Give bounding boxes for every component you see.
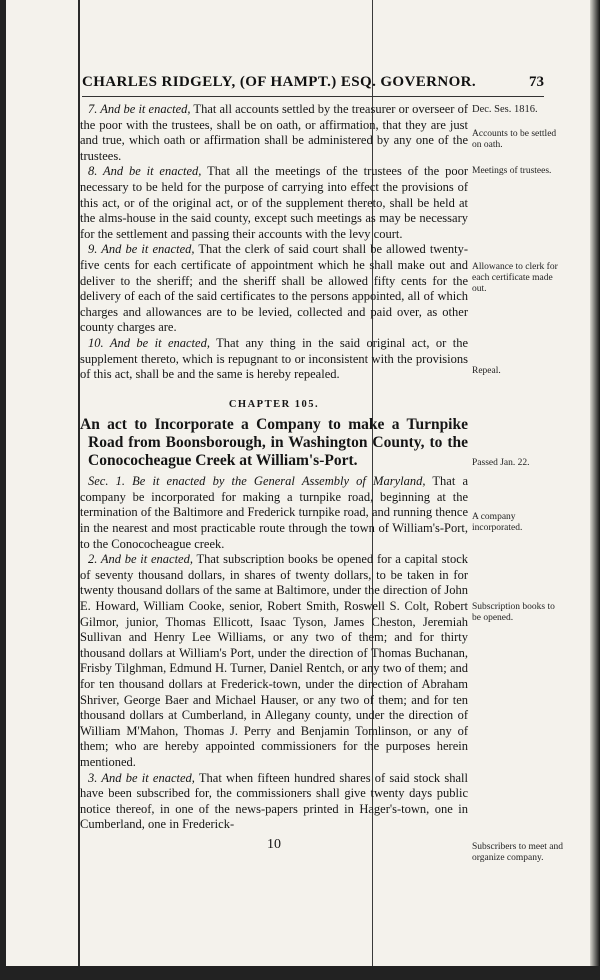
margin-note-company-incorporated: A company incorporated. xyxy=(472,512,523,533)
section-2-paragraph xyxy=(80,552,468,770)
section-text: That all accounts settled by the treasurer or overseer of the poor with the trustees, shall be on oath, or affirmation, that they are just and true, which oath or affirmation shall be administered by any one of the trustees. xyxy=(80,102,468,163)
section-text: That the clerk of said court shall be allowed twenty-five cents for each certificate of appointment which he shall make out and deliver to the sheriff; and the sheriff shall be allowed fifty cents for the delivery of each of the said certificates to the persons appointed, all of which charges and allowances are to be levied, collected and paid over, as other county charges are. xyxy=(80,242,468,335)
margin-note-session-date: Dec. Ses. 1816. xyxy=(472,104,538,115)
section-lead: 10. And be it enacted, xyxy=(88,335,210,350)
margin-note-accounts: Accounts to be settled on oath. xyxy=(472,129,557,150)
margin-note-subscription-books: Subscription books to be opened. xyxy=(472,602,555,623)
section-lead: Sec. 1. Be it enacted by the General Assembly of Maryland, xyxy=(88,474,426,489)
page-right-edge xyxy=(590,0,600,980)
margin-note-repeal: Repeal. xyxy=(472,366,501,376)
section-9-paragraph xyxy=(80,242,468,336)
section-text: That a company be incorporated for making a turnpike road, beginning at the termination of the Baltimore and Frederick turnpike road, and running thence in the nearest and most practicable route through the town of William's-Port, to the Conococheague creek. xyxy=(80,474,468,551)
section-text: That when fifteen hundred shares of said stock shall have been subscribed for, the commissioners shall give twenty days public notice thereof, in one of the news-papers printed in Hager's-town, one in Cumberland, one in Frederick- xyxy=(80,770,468,832)
page-bottom-edge xyxy=(0,966,600,980)
section-lead: 8. And be it enacted, xyxy=(88,164,202,179)
margin-note-passed: Passed Jan. 22. xyxy=(472,458,530,468)
page-number: 73 xyxy=(529,74,544,90)
section-lead: 9. And be it enacted, xyxy=(88,242,195,257)
section-3-paragraph xyxy=(80,771,468,833)
running-header xyxy=(82,74,544,97)
section-10-paragraph xyxy=(80,336,468,383)
folio-signature: 10 xyxy=(267,836,281,852)
main-text-column xyxy=(80,102,468,853)
margin-note-meetings: Meetings of trustees. xyxy=(472,166,552,176)
page-left-edge xyxy=(0,0,6,980)
section-1-paragraph xyxy=(80,474,468,552)
section-lead: 3. And be it enacted, xyxy=(88,770,195,785)
act-title: An act to Incorporate a Company to make a Turnpike Road from Boonsborough, in Washington County, to the Conococheague Creek at William's-Port. xyxy=(80,416,468,470)
margin-note-subscribers-meet: Subscribers to meet and organize company. xyxy=(472,842,564,863)
section-text: That subscription books be opened for a capital stock of seventy thousand dollars, in shares of twenty dollars, to be taken in for twenty thousand dollars of the same at Baltimore, under the direction of John E. Howard, William Cooke, senior, Robert Smith, Roswell S. Colt, Robert Gilmor, junior, Thomas Ellicott, Isaac Tyson, James Cheston, Jeremiah Sullivan and Henry Lee Williams, or any two of them; and for thirty thousand dollars at William's Port, under the direction of Thomas Buchanan, Frisby Tilghman, Edmund H. Turner, Daniel Rentch, or any two of them; and for ten thousand dollars at Frederick-town, under the direction of Abraham Shriver, George Baer and Michael Hauser, or any two of them; and for ten thousand dollars at Cumberland, in Allegany county, under the direction of William M'Mahon, Thomas J. Perry and Benjamin Tomlinson, or any of them; who are hereby appointed commissioners for the purposes herein mentioned. xyxy=(80,552,468,769)
margin-note-allowance: Allowance to clerk for each certificate made out. xyxy=(472,262,558,294)
section-lead: 2. And be it enacted, xyxy=(88,552,193,567)
section-lead: 7. And be it enacted, xyxy=(88,102,191,116)
chapter-heading: CHAPTER 105. xyxy=(228,398,320,410)
section-7-paragraph xyxy=(80,102,468,164)
section-8-paragraph xyxy=(80,164,468,242)
section-text: That any thing in the said original act, or the supplement thereto, which is repugnant to or inconsistent with the provisions of this act, shall be and the same is hereby repealed. xyxy=(80,335,468,382)
header-title: CHARLES RIDGELY, (OF HAMPT.) ESQ. GOVERNOR. xyxy=(82,74,477,90)
section-text: That all the meetings of the trustees of the poor necessary to be held for the purpose of carrying into effect the provisions of this act, or of the original act, or of the supplement thereto, shall be held at the alms-house in the said county, except such meetings as may be necessary for the settlement and passing their accounts with the levy court. xyxy=(80,164,468,241)
